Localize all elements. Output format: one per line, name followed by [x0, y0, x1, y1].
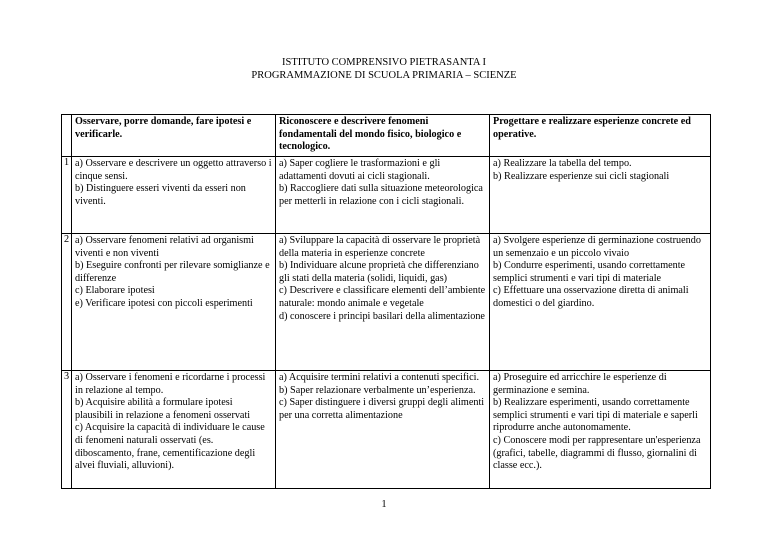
- cell-line: b) Acquisire abilità a formulare ipotesi plausibili in relazione a fenomeni osservati: [75, 397, 251, 421]
- cell-line: d) conoscere i principi basilari della alimentazione: [279, 310, 485, 322]
- cell-line: b) Distinguere esseri viventi da esseri non viventi.: [75, 183, 246, 207]
- row-cell-design: [490, 157, 711, 234]
- row-cell-observe: [72, 371, 276, 489]
- row-cell-design: [490, 371, 711, 489]
- header-num-cell: [62, 115, 72, 157]
- table-header-row: [62, 115, 711, 157]
- row-cell-observe: [72, 157, 276, 234]
- cell-line: b) Condurre esperimenti, usando correttamente semplici strumenti e vari tipi di materiale: [493, 260, 686, 284]
- cell-line: b) Saper relazionare verbalmente un’esperienza.: [279, 384, 476, 396]
- cell-line: a) Osservare fenomeni relativi ad organismi viventi e non viventi: [75, 235, 254, 259]
- cell-line: b) Eseguire confronti per rilevare somiglianze e differenze: [75, 260, 270, 284]
- document-title: PROGRAMMAZIONE DI SCUOLA PRIMARIA – SCIENZE: [251, 70, 517, 81]
- cell-line: a) Proseguire ed arricchire le esperienze di germinazione e semina.: [493, 372, 667, 396]
- column-header-observe: Osservare, porre domande, fare ipotesi e verificarle.: [72, 115, 276, 157]
- cell-line: c) Acquisire la capacità di individuare le cause di fenomeni naturali osservati (es. diboscamento, frane, cementificazione degli alvei fluviali, alluvioni).: [75, 422, 265, 472]
- column-header-design: Progettare e realizzare esperienze concrete ed operative.: [490, 115, 711, 157]
- cell-line: c) Descrivere e classificare elementi dell’ambiente naturale: mondo animale e vegetale: [279, 285, 486, 309]
- table-row: [62, 371, 711, 489]
- row-number: 2: [62, 234, 72, 371]
- row-cell-design: [490, 234, 711, 371]
- cell-line: a) Svolgere esperienze di germinazione costruendo un semenzaio e un piccolo vivaio: [493, 235, 701, 259]
- programming-table: [61, 114, 711, 489]
- cell-line: a) Sviluppare la capacità di osservare le proprietà della materia in esperienze concrete: [279, 235, 481, 259]
- table-row: [62, 234, 711, 371]
- school-name: ISTITUTO COMPRENSIVO PIETRASANTA I: [281, 57, 487, 68]
- cell-line: c) Conoscere modi per rappresentare un'esperienza (grafici, tabelle, diagrammi di flusso, giornalini di classe ecc.).: [493, 434, 701, 472]
- cell-line: c) Elaborare ipotesi: [75, 285, 155, 297]
- column-header-recognize: Riconoscere e descrivere fenomeni fondamentali del mondo fisico, biologico e tecnologico.: [276, 115, 490, 157]
- cell-line: a) Realizzare la tabella del tempo.: [493, 158, 632, 169]
- row-cell-recognize: [276, 371, 490, 489]
- cell-line: b) Raccogliere dati sulla situazione meteorologica per metterli in relazione con i cicli stagionali.: [279, 183, 483, 207]
- page-number: 1: [381, 499, 387, 510]
- cell-line: b) Realizzare esperienze sui cicli stagionali: [493, 170, 670, 182]
- cell-line: a) Acquisire termini relativi a contenuti specifici.: [279, 372, 479, 383]
- document-header: [0, 56, 768, 82]
- cell-line: a) Osservare i fenomeni e ricordarne i processi in relazione al tempo.: [75, 372, 266, 396]
- table-row: [62, 157, 711, 234]
- cell-line: b) Individuare alcune proprietà che differenziano gli stati della materia (solidi, liquidi, gas): [279, 260, 479, 284]
- cell-line: e) Verificare ipotesi con piccoli esperimenti: [75, 297, 253, 309]
- cell-line: c) Saper distinguere i diversi gruppi degli alimenti per una corretta alimentazione: [279, 397, 485, 421]
- row-number: 1: [62, 157, 72, 234]
- cell-line: b) Realizzare esperimenti, usando correttamente semplici strumenti e vari tipi di materiale e saperli riprodurre anche autonomamente.: [493, 397, 698, 434]
- cell-line: a) Osservare e descrivere un oggetto attraverso i cinque sensi.: [75, 158, 272, 182]
- cell-line: a) Saper cogliere le trasformazioni e gli adattamenti dovuti ai cicli stagionali.: [279, 158, 441, 182]
- cell-line: c) Effettuare una osservazione diretta di animali domestici o del giardino.: [493, 285, 689, 309]
- row-cell-observe: [72, 234, 276, 371]
- row-cell-recognize: [276, 234, 490, 371]
- row-cell-recognize: [276, 157, 490, 234]
- row-number: 3: [62, 371, 72, 489]
